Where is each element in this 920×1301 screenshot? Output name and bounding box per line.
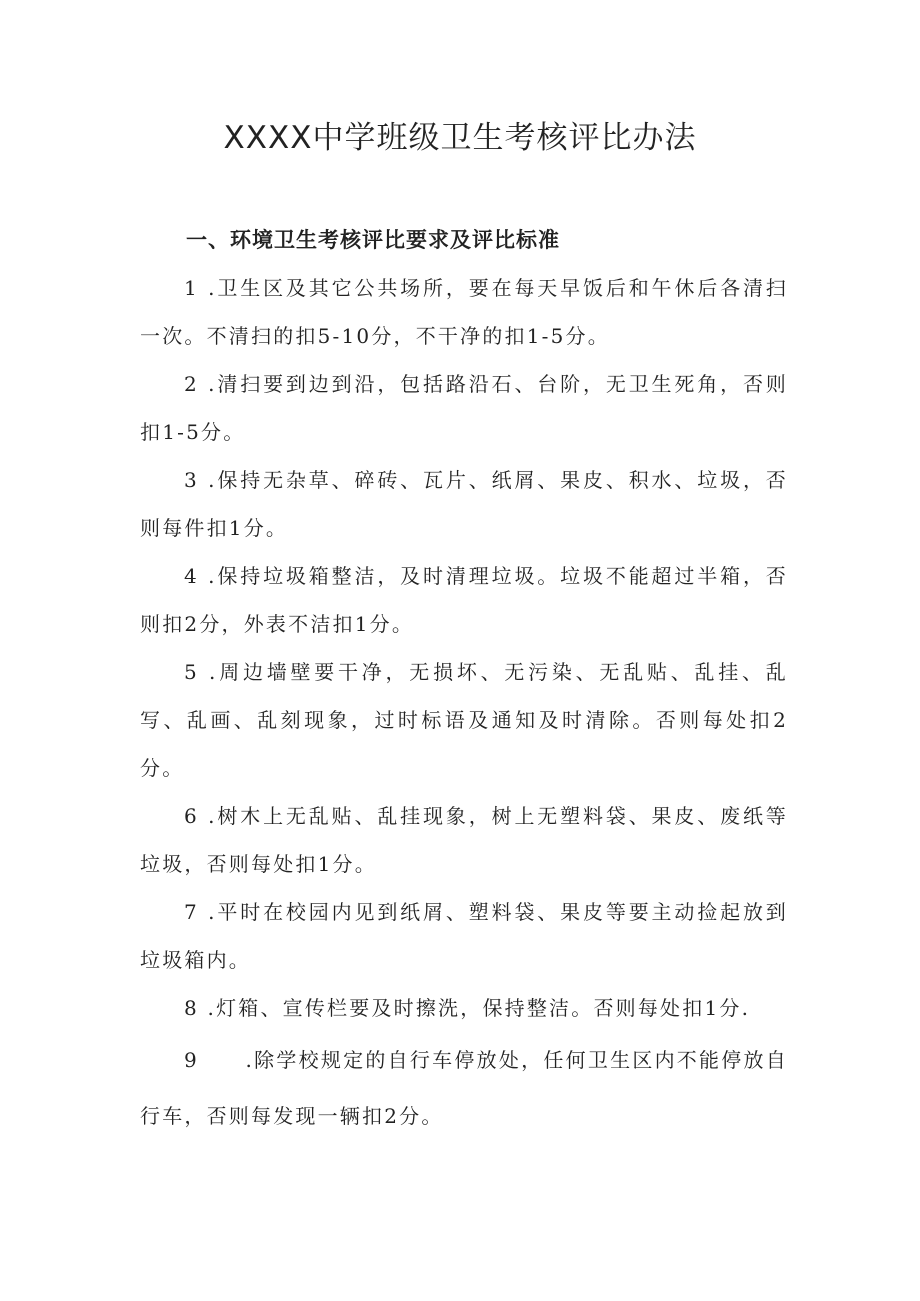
rule-number: 7: [184, 900, 199, 924]
rule-separator: .: [198, 564, 217, 588]
rule-item: [140, 552, 788, 648]
rule-separator: .: [198, 468, 217, 492]
rule-number: 9: [184, 1048, 199, 1072]
rules-list: [140, 264, 788, 1144]
rule-number: 1: [184, 276, 199, 300]
rule-text: 除学校规定的自行车停放处，任何卫生区内不能停放自行车，否则每发现一辆扣2分。: [140, 1048, 788, 1128]
rule-separator: .: [198, 372, 217, 396]
rule-item: [140, 648, 788, 792]
rule-text: 平时在校园内见到纸屑、塑料袋、果皮等要主动捡起放到垃圾箱内。: [140, 900, 789, 972]
rule-item: [140, 888, 788, 984]
rule-number: 8: [184, 996, 199, 1020]
rule-item: [140, 456, 788, 552]
rule-number: 6: [184, 804, 199, 828]
rule-item: [140, 792, 788, 888]
rule-item: [140, 360, 788, 456]
rule-separator: .: [198, 996, 217, 1020]
rule-text: 清扫要到边到沿，包括路沿石、台阶，无卫生死角，否则扣1-5分。: [140, 372, 789, 444]
rule-separator: .: [198, 276, 217, 300]
document-title: XXXX中学班级卫生考核评比办法: [223, 120, 697, 156]
section-heading: 一、环境卫生考核评比要求及评比标准: [186, 228, 560, 252]
rule-separator: .: [236, 1048, 255, 1072]
rule-number: 2: [184, 372, 199, 396]
rule-item: [140, 1032, 788, 1144]
rule-separator: .: [198, 900, 217, 924]
rule-text: 周边墙壁要干净，无损坏、无污染、无乱贴、乱挂、乱写、乱画、乱刻现象，过时标语及通知及时清除。否则每处扣2分。: [140, 660, 788, 780]
rule-item: [140, 984, 788, 1032]
rule-separator: .: [198, 660, 218, 684]
rule-separator: .: [198, 804, 217, 828]
rule-text: 保持无杂草、碎砖、瓦片、纸屑、果皮、积水、垃圾，否则每件扣1分。: [140, 468, 789, 540]
rule-item: [140, 264, 788, 360]
rule-number: 5: [184, 660, 199, 684]
rule-number: 4: [184, 564, 199, 588]
rule-number: 3: [184, 468, 199, 492]
rule-text: 树木上无乱贴、乱挂现象，树上无塑料袋、果皮、废纸等垃圾，否则每处扣1分。: [140, 804, 789, 876]
rule-text: 保持垃圾箱整洁，及时清理垃圾。垃圾不能超过半箱，否则扣2分，外表不洁扣1分。: [140, 564, 789, 636]
rule-text: 卫生区及其它公共场所，要在每天早饭后和午休后各清扫一次。不清扫的扣5-10分，不干净的扣1-5分。: [140, 276, 789, 348]
rule-text: 灯箱、宣传栏要及时擦洗，保持整洁。否则每处扣1分.: [216, 996, 751, 1020]
